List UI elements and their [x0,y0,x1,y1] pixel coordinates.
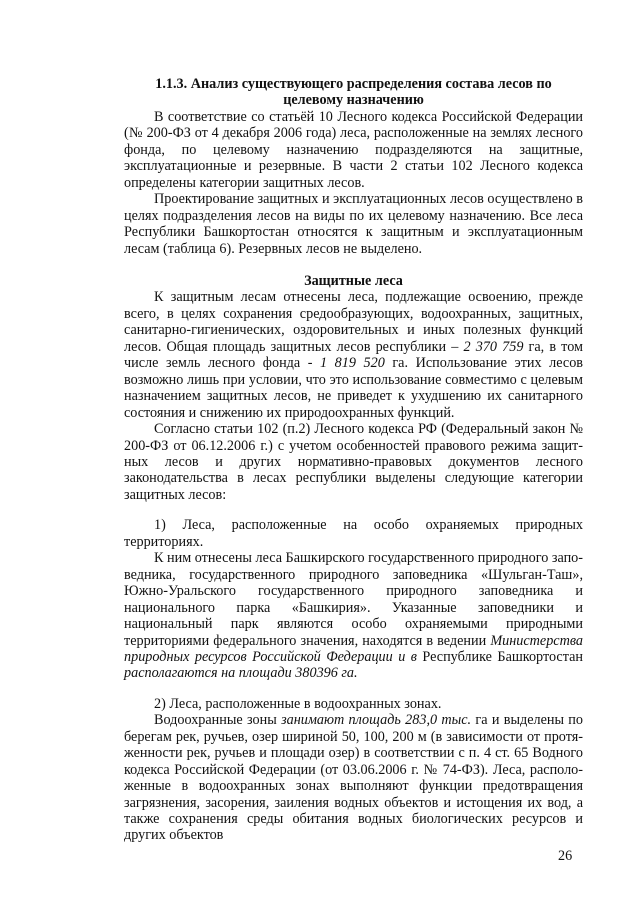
paragraph-water-zones [124,712,583,844]
paragraph-reserves [124,550,583,682]
ministry-text: Министерства природных ресурсов Российской Федерации и в [124,632,583,665]
subsection-title: Защитные леса [304,272,403,289]
text-run: Республике Башкортостан [416,648,583,665]
text-run: К защитным лесам отнесены леса, подлежащие освоению, прежде всего, в целях сохранения средообразующих, водоохранных, защитных, санитарно-гигиенических, оздоровительных и иных полезных функций лесов. Общая площадь защитных лесов республики – [124,289,583,355]
paragraph-design: Проектирование защитных и эксплуатационных лесов осуществлено в целях подразделения лесов на виды по их целевому назначению. Все леса Республики Башкортостан относятся к защитным и эксплуатационным лесам (таблица 6). Резервных лесов не выделено. [124,191,583,257]
paragraph-forest-code: В соответствие со статьёй 10 Лесного кодекса Российской Федерации (№ 200-ФЗ от 4 декабря 2006 года) леса, расположенные на землях лесного фонда, по целевому назначению подразделяются на защитные, эксплуатационные и резервные. В части 2 статьи 102 Лесного кодекса определены категории защитных лесов. [124,108,583,191]
list-item-water-zones: 2) Леса, расположенные в водоохранных зонах. [154,695,442,712]
forest-fund-area-value: 1 819 520 [320,355,385,372]
paragraph-article-102: Согласно статьи 102 (п.2) Лесного кодекса РФ (Федеральный закон № 200-ФЗ от 06.12.2006 г.) с учетом особенностей правового режима защитных лесов и других нормативно-правовых документов лесного законодательства в лесах республики выделены следующие категории защитных лесов: [124,421,583,503]
list-item-protected-areas: 1) Леса, расположенные на особо охраняемых природных территориях. [124,517,583,550]
text-run: К ним отнесены леса Башкирского государственного природного заповедника, государственного природного заповедника «Шульган-Таш», Южно-Уральского государственного природного заповедника и национального парка «Башкирия». Указанные заповедники и национальный парк являются особо охраняемыми природными территориями федерального значения, находятся в ведении [124,550,583,649]
protective-area-value: 2 370 759 [463,338,524,355]
water-zone-area-text: занимают площадь 283,0 тыс. [281,712,472,729]
page-content [124,76,583,844]
section-heading-line1: 1.1.3. Анализ существующего распределения состава лесов по [155,76,552,92]
text-run: га. Использование этих лесов возможно лишь при условии, что это использование совместимо с целевым назначением защитных лесов, не приведет к ухудшению их санитарного состояния и снижению их природоохранных функций. [124,355,583,421]
text-run: Водоохранные зоны [154,712,282,729]
reserves-area-text: располагаются на площади 380396 га. [124,665,358,682]
section-heading [124,76,583,109]
section-heading-line2: целевому назначению [283,92,424,109]
text-run: га и выделены по берегам рек, ручьев, озер шириной 50, 100, 200 м (в зависимости от протяженности рек, ручьев и площади озер) в соответствии с п. 4 ст. 65 Водного кодекса Российской Федерации (от 03.06.2006 г. № 74-ФЗ). Леса, расположенные в водоохранных зонах выполняют функции предотвращения загрязнения, засорения, заиления водных объектов и истощения их вод, а также сохранения среды обитания водных биологических ресурсов и других объектов [124,712,583,844]
page-number: 26 [558,848,573,864]
paragraph-protective-forests [124,289,583,421]
text-run: га, в том числе земль лесного фонда - [124,338,583,372]
